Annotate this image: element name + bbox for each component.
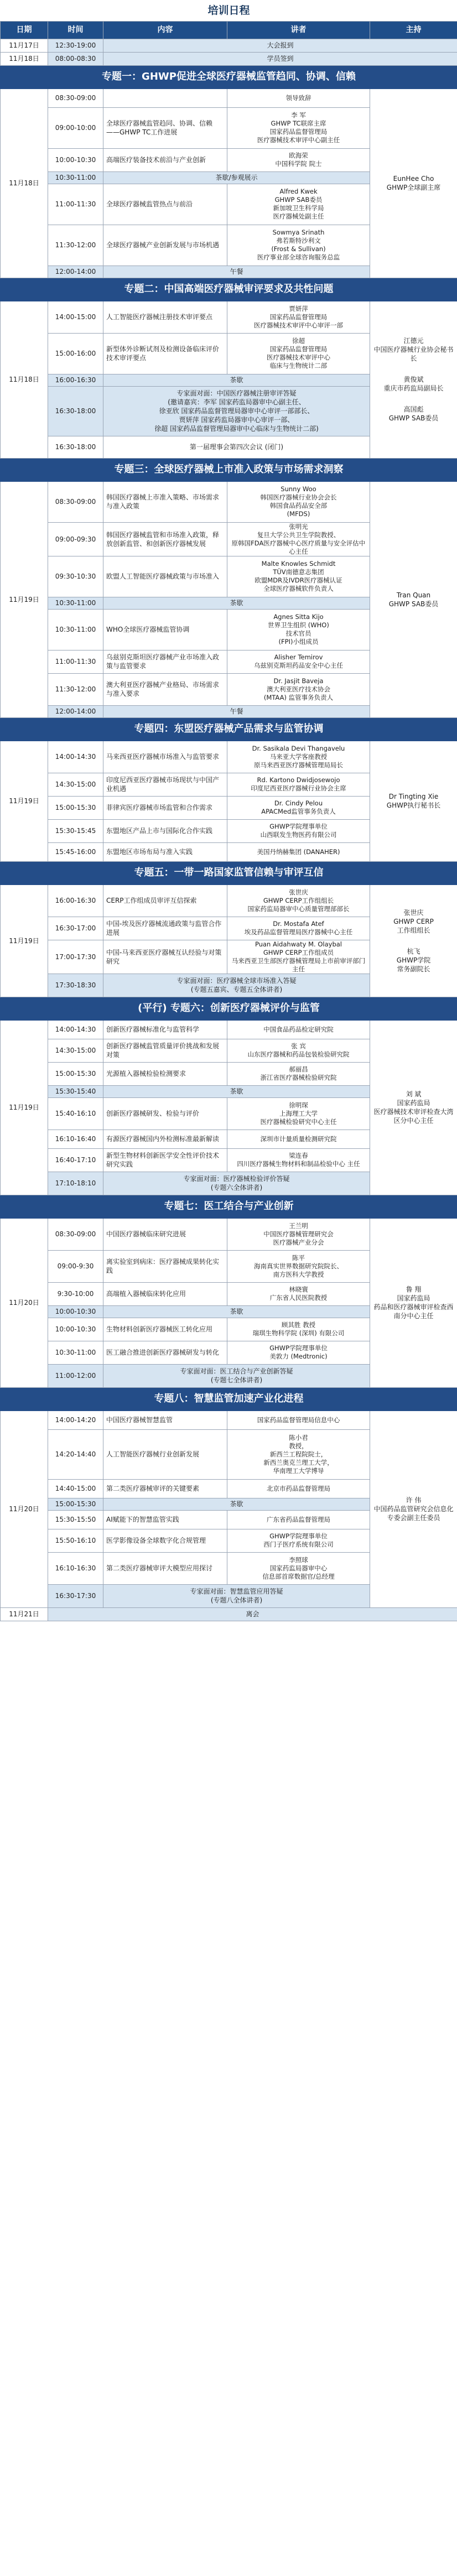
session-content: 韩国医疗器械监管和市场准入政策，释放创新监管、和创新医疗器械发展	[103, 522, 227, 556]
session-content: 乌兹别克斯坦医疗器械产业市场准入政策与监管要求	[103, 650, 227, 673]
session-content: 医学影像设备全球数字化合规管理	[103, 1529, 227, 1552]
session-content: 离实验室到病床：医疗器械成果转化实践	[103, 1250, 227, 1282]
session-time: 14:30-15:00	[48, 1039, 103, 1062]
session-content: 欧盟人工智能医疗器械政策与市场准入	[103, 556, 227, 597]
session-speaker: 李 军 GHWP TC联席主席 国家药品监督管理局 医疗器械技术审评中心副主任	[227, 107, 370, 148]
session-time: 15:00-16:00	[48, 333, 103, 374]
topic-row	[1, 717, 457, 741]
session-content: WHO全球医疗器械监管协调	[103, 609, 227, 650]
host-name: 杭飞 GHWP学院 常务副院长	[396, 947, 431, 973]
topic-row	[1, 1195, 457, 1218]
session-speaker: Alfred Kwek GHWP SAB委员 新加坡卫生科学局 医疗器械处副主任	[227, 184, 370, 225]
title-row	[1, 0, 457, 21]
session-speaker: 李照球 国家药监局器审中心 信息部首席数据官/总经理	[227, 1552, 370, 1584]
schedule-row	[1, 1218, 457, 1250]
host-name: Tran Quan GHWP SAB委员	[388, 591, 439, 608]
header-content: 内容	[103, 21, 227, 39]
session-time: 14:30-15:00	[48, 773, 103, 796]
session-content: 韩国医疗器械上市准入策略、市场需求与准入政策	[103, 481, 227, 522]
session-speaker: Rd. Kartono Dwidjosewojo 印度尼西亚医疗器械行业协会主席	[227, 773, 370, 796]
session-speaker: 中国食品药品检定研究院	[227, 1020, 370, 1039]
break-item: 茶歇	[103, 374, 370, 386]
session-content: 有源医疗器械国内外检测标准最新解读	[103, 1130, 227, 1148]
schedule-row	[1, 481, 457, 522]
pre-time: 08:00-08:30	[48, 52, 103, 65]
break-item: 茶歇	[103, 1305, 370, 1318]
session-time: 15:40-16:10	[48, 1097, 103, 1130]
session-content: 第一届理事会第四次会议 (闭门)	[103, 436, 370, 458]
session-time: 16:00-16:30	[48, 884, 103, 917]
session-host	[370, 1020, 457, 1195]
session-content: 创新医疗器械研发、检验与评价	[103, 1097, 227, 1130]
session-speaker: 国家药品监督管理局信息中心	[227, 1411, 370, 1429]
session-time: 11:30-12:00	[48, 225, 103, 266]
topic-title: 专题二：中国高端医疗器械审评要求及共性问题	[1, 278, 457, 301]
session-day: 11月19日	[1, 1020, 48, 1195]
schedule-row	[1, 301, 457, 333]
session-content: AI赋能下的智慧监管实践	[103, 1510, 227, 1529]
session-content: 中国-埃及医疗器械流通政策与监管合作进展	[103, 917, 227, 940]
session-speaker: 陈小君 教授， 新西兰工程院院士， 新西兰奥克兰理工大学， 华南理工大学博导	[227, 1429, 370, 1479]
session-day: 11月19日	[1, 884, 48, 997]
session-time: 08:30-09:00	[48, 1218, 103, 1250]
closing-content: 离会	[48, 1607, 457, 1621]
session-content: 专家面对面：医疗器械检验评价答疑 (专题六全体讲者)	[103, 1172, 370, 1195]
session-speaker: 领导致辞	[227, 89, 370, 107]
topic-row	[1, 997, 457, 1020]
session-host	[370, 1218, 457, 1387]
session-speaker: 张明光 复旦大学公共卫生学院教授、 原韩国FDA医疗器械中心医疗质量与安全评估中心主任	[227, 522, 370, 556]
session-time: 15:45-16:00	[48, 842, 103, 861]
session-speaker: Dr. Cindy Pelou APACMed监管事务负责人	[227, 796, 370, 819]
session-content: 专家面对面：医疗器械全球市场准入答疑 (专题五嘉宾、专题五全体讲者)	[103, 974, 370, 997]
session-time: 17:30-18:30	[48, 974, 103, 997]
pre-date: 11月17日	[1, 39, 48, 52]
header-time: 时间	[48, 21, 103, 39]
break-item: 茶歇/参观展示	[103, 171, 370, 184]
page-title: 培训日程	[1, 0, 457, 21]
session-time: 15:00-15:30	[48, 1498, 103, 1510]
session-day: 11月19日	[1, 481, 48, 717]
session-host	[370, 301, 457, 458]
session-time: 15:50-16:10	[48, 1529, 103, 1552]
session-time: 12:00-14:00	[48, 705, 103, 717]
session-speaker: GHWP学院理事单位 美敦力 (Medtronic)	[227, 1341, 370, 1364]
session-time: 11:00-11:30	[48, 184, 103, 225]
session-time: 09:30-10:30	[48, 556, 103, 597]
schedule-row	[1, 884, 457, 917]
session-time: 10:00-10:30	[48, 1305, 103, 1318]
topic-row	[1, 1387, 457, 1411]
closing-row	[1, 1607, 457, 1621]
session-speaker: 郝丽昌 浙江省医疗器械检验研究院	[227, 1062, 370, 1085]
session-content: 马来西亚医疗器械市场准入与监管要求	[103, 741, 227, 773]
session-speaker: Puan Aidahwaty M. Olaybal GHWP CERP工作组成员 马来西亚卫生部医疗器械管理局上市前审评部门主任	[227, 940, 370, 974]
topic-title: 专题七：医工结合与产业创新	[1, 1195, 457, 1218]
session-speaker: 张世庆 GHWP CERP工作组组长 国家药监局器审中心质量管理部部长	[227, 884, 370, 917]
session-time: 08:30-09:00	[48, 481, 103, 522]
session-host	[370, 741, 457, 861]
schedule-row	[1, 89, 457, 107]
schedule-row	[1, 741, 457, 773]
session-time: 09:00-09:30	[48, 522, 103, 556]
session-speaker: Malte Knowles Schmidt TÜV南德意志集团 欧盟MDR及IVDR医疗器械认证 全球医疗器械软件负责人	[227, 556, 370, 597]
session-content: 新型体外诊断试剂及检测设备临床评价技术审评要点	[103, 333, 227, 374]
session-speaker: Alisher Temirov 乌兹别克斯坦药品安全中心主任	[227, 650, 370, 673]
session-time: 14:00-14:30	[48, 741, 103, 773]
host-name: 许 伟 中国药品监管研究会信息化专委会副主任委员	[373, 1496, 454, 1522]
topic-row	[1, 65, 457, 89]
session-host	[370, 884, 457, 997]
session-content: 医工融合推进创新医疗器械研发与转化	[103, 1341, 227, 1364]
session-day: 11月18日	[1, 89, 48, 278]
session-time: 10:30-11:00	[48, 597, 103, 609]
session-day: 11月20日	[1, 1218, 48, 1387]
session-content: CERP工作组成员审评互信探索	[103, 884, 227, 917]
session-content: 人工智能医疗器械行业创新发展	[103, 1429, 227, 1479]
session-speaker: 徐超 国家药品监督管理局 医疗器械技术审评中心 临床与生物统计二部	[227, 333, 370, 374]
session-time: 10:30-11:00	[48, 1341, 103, 1364]
session-content: 全球医疗器械监管热点与前沿	[103, 184, 227, 225]
header-date: 日期	[1, 21, 48, 39]
pre-row	[1, 39, 457, 52]
session-content	[103, 89, 227, 107]
session-day: 11月20日	[1, 1411, 48, 1607]
session-speaker: Sowmya Srinath 弗若斯特沙利文 (Frost & Sullivan) 医疗事业部全球咨询服务总监	[227, 225, 370, 266]
session-time: 16:10-16:40	[48, 1130, 103, 1148]
topic-title: 专题三：全球医疗器械上市准入政策与市场需求洞察	[1, 458, 457, 481]
session-time: 17:10-18:10	[48, 1172, 103, 1195]
break-item: 茶歇	[103, 1085, 370, 1097]
session-content: 人工智能医疗器械注册技术审评要点	[103, 301, 227, 333]
session-speaker: 贾妍萍 国家药品监督管理局 医疗器械技术审评中心审评一部	[227, 301, 370, 333]
pre-content: 大会报到	[103, 39, 457, 52]
session-speaker: Dr. Mostafa Atef 埃及药品监督管理局医疗器械中心主任	[227, 917, 370, 940]
session-time: 11:00-12:00	[48, 1364, 103, 1387]
session-speaker: Dr. Sasikala Devi Thangavelu 马来亚大学客座教授 原马来西亚医疗器械管理局局长	[227, 741, 370, 773]
session-time: 11:00-11:30	[48, 650, 103, 673]
topic-title: 专题五：一带一路国家监管信赖与审评互信	[1, 861, 457, 884]
topic-title: 专题四：东盟医疗器械产品需求与监管协调	[1, 717, 457, 741]
session-content: 中国医疗器械智慧监管	[103, 1411, 227, 1429]
host-name: 高国彪 GHWP SAB委员	[388, 405, 439, 422]
session-time: 08:30-09:00	[48, 89, 103, 107]
session-day: 11月19日	[1, 741, 48, 861]
session-content: 专家面对面：医工结合与产业创新答疑 (专题七全体讲者)	[103, 1364, 370, 1387]
session-time: 14:00-14:30	[48, 1020, 103, 1039]
session-content: 第二类医疗器械审评大模型应用探讨	[103, 1552, 227, 1584]
pre-time: 12:30-19:00	[48, 39, 103, 52]
session-content: 创新医疗器械监管质量评价挑战和发展对策	[103, 1039, 227, 1062]
session-host	[370, 1411, 457, 1607]
session-content: 东盟地区产品上市与国际化合作实践	[103, 819, 227, 842]
session-content: 印度尼西亚医疗器械市场现状与中国产业机遇	[103, 773, 227, 796]
session-speaker: GHWP学院理事单位 山西联发生物医药有限公司	[227, 819, 370, 842]
session-time: 15:00-15:30	[48, 1062, 103, 1085]
session-speaker: 张 宾 山东医疗器械和药品包装检验研究院	[227, 1039, 370, 1062]
header-host: 主持	[370, 21, 457, 39]
host-name: 张世庆 GHWP CERP 工作组组长	[393, 908, 434, 934]
session-speaker: 广东省药品监督管理局	[227, 1510, 370, 1529]
session-time: 14:00-14:20	[48, 1411, 103, 1429]
session-time: 10:00-10:30	[48, 148, 103, 171]
session-time: 14:20-14:40	[48, 1429, 103, 1479]
session-speaker: 徐明琛 上海理工大学 医疗器械检验研究中心主任	[227, 1097, 370, 1130]
host-name: 黄俊斌 重庆市药监局副局长	[383, 376, 444, 392]
session-time: 15:30-15:50	[48, 1510, 103, 1529]
session-content: 专家面对面：中国医疗器械注册审评答疑 (邀请嘉宾：李军 国家药监局器审中心副主任、 徐亚欣 国家药品监督管理局器审中心审评一部部长、 贾妍萍 国家药监局器审中心审评一部、 徐超 国家药品监督管理局器审中心临床与生物统计二部)	[103, 386, 370, 436]
topic-row	[1, 861, 457, 884]
session-time: 10:30-11:00	[48, 171, 103, 184]
session-time: 10:30-11:00	[48, 609, 103, 650]
pre-content: 学员签到	[103, 52, 457, 65]
session-content: 高端医疗装备技术前沿与产业创新	[103, 148, 227, 171]
schedule-row	[1, 1411, 457, 1429]
header-row	[1, 21, 457, 39]
header-speaker: 讲者	[227, 21, 370, 39]
session-content: 全球医疗器械产业创新发展与市场机遇	[103, 225, 227, 266]
break-item: 午餐	[103, 705, 370, 717]
session-time: 12:00-14:00	[48, 266, 103, 278]
session-host	[370, 481, 457, 717]
host-name: EunHee Cho GHWP全球副主席	[386, 175, 441, 191]
session-host	[370, 89, 457, 278]
topic-row	[1, 458, 457, 481]
session-time: 15:30-15:45	[48, 819, 103, 842]
session-content: 东盟地区市场布局与准入实践	[103, 842, 227, 861]
session-speaker: 梁连春 四川医疗器械生物材料和制品检验中心 主任	[227, 1148, 370, 1172]
session-speaker: 深圳市计量质量检测研究院	[227, 1130, 370, 1148]
host-name: 鲁 翔 国家药监局 药品和医疗器械审评检查西南分中心主任	[373, 1286, 454, 1320]
session-content: 第二类医疗器械审评的关键要素	[103, 1479, 227, 1498]
session-speaker: 林晓寰 广东省人民医院教授	[227, 1282, 370, 1305]
session-time: 09:00-10:00	[48, 107, 103, 148]
pre-row	[1, 52, 457, 65]
topic-title: 专题一：GHWP促进全球医疗器械监管趋同、协调、信赖	[1, 65, 457, 89]
session-content: 菲律宾医疗器械市场监管和合作需求	[103, 796, 227, 819]
session-speaker: 陈平 海南真实世界数据研究院院长、 南方医科大学教授	[227, 1250, 370, 1282]
host-name: 江德元 中国医疗器械行业协会秘书长	[373, 337, 454, 362]
closing-date: 11月21日	[1, 1607, 48, 1621]
session-time: 16:30-17:00	[48, 917, 103, 940]
session-time: 16:30-17:30	[48, 1584, 103, 1607]
session-speaker: 北京市药品监督管理局	[227, 1479, 370, 1498]
session-speaker: 美国丹纳赫集团 (DANAHER)	[227, 842, 370, 861]
host-name: Dr Tingting Xie GHWP执行秘书长	[386, 793, 441, 809]
session-speaker: 欧海荣 中国科学院 院士	[227, 148, 370, 171]
session-time: 15:00-15:30	[48, 796, 103, 819]
session-content: 中国医疗器械临床研究进展	[103, 1218, 227, 1250]
session-time: 16:30-18:00	[48, 386, 103, 436]
session-time: 17:00-17:30	[48, 940, 103, 974]
session-speaker: GHWP学院理事单位 西门子医疗系统有限公司	[227, 1529, 370, 1552]
session-content: 全球医疗器械监管趋同、协调、信赖——GHWP TC工作进展	[103, 107, 227, 148]
topic-title: 专题八：智慧监管加速产业化进程	[1, 1387, 457, 1411]
host-name: 刘 斌 国家药监局 医疗器械技术审评检查大湾区分中心主任	[373, 1090, 454, 1125]
session-time: 16:30-18:00	[48, 436, 103, 458]
session-time: 15:30-15:40	[48, 1085, 103, 1097]
schedule-row	[1, 1020, 457, 1039]
session-time: 11:30-12:00	[48, 673, 103, 705]
session-content: 光源植入器械检验检测要求	[103, 1062, 227, 1085]
session-speaker: 王兰明 中国医疗器械管理研究会 医疗器械产业分会	[227, 1218, 370, 1250]
session-content: 生物材料创新医疗器械医工转化应用	[103, 1318, 227, 1341]
session-content: 专家面对面：智慧监管应用答疑 (专题八全体讲者)	[103, 1584, 370, 1607]
session-time: 10:00-10:30	[48, 1318, 103, 1341]
session-speaker: Agnes Sitta Kijo 世界卫生组织 (WHO) 技术官员 (FPI)小组成员	[227, 609, 370, 650]
session-speaker: Dr. Jasjit Baveja 澳大利亚医疗技术协会 (MTAA) 监管事务负责人	[227, 673, 370, 705]
session-content: 澳大利亚医疗器械产业格局、市场需求与准入要求	[103, 673, 227, 705]
session-time: 16:00-16:30	[48, 374, 103, 386]
session-content: 高端植入器械临床转化应用	[103, 1282, 227, 1305]
break-item: 茶歇	[103, 1498, 370, 1510]
session-speaker: Sunny Woo 韩国医疗器械行业协会会长 韩国食品药品安全部 (MFDS)	[227, 481, 370, 522]
session-content: 新型生物材料创新医学安全性评价技术研究实践	[103, 1148, 227, 1172]
break-item: 茶歇	[103, 597, 370, 609]
break-item: 午餐	[103, 266, 370, 278]
session-time: 16:40-17:10	[48, 1148, 103, 1172]
topic-title: (平行) 专题六：创新医疗器械评价与监管	[1, 997, 457, 1020]
topic-row	[1, 278, 457, 301]
pre-date: 11月18日	[1, 52, 48, 65]
session-day: 11月18日	[1, 301, 48, 458]
session-time: 9:30-10:00	[48, 1282, 103, 1305]
session-time: 09:00-9:30	[48, 1250, 103, 1282]
session-time: 14:00-15:00	[48, 301, 103, 333]
session-content: 创新医疗器械标准化与监管科学	[103, 1020, 227, 1039]
session-time: 14:40-15:00	[48, 1479, 103, 1498]
session-time: 16:10-16:30	[48, 1552, 103, 1584]
session-speaker: 顾其胜 教授 瑞琪生物科学院 (深圳) 有限公司	[227, 1318, 370, 1341]
session-content: 中国-马来西亚医疗器械互认经验与对策研究	[103, 940, 227, 974]
